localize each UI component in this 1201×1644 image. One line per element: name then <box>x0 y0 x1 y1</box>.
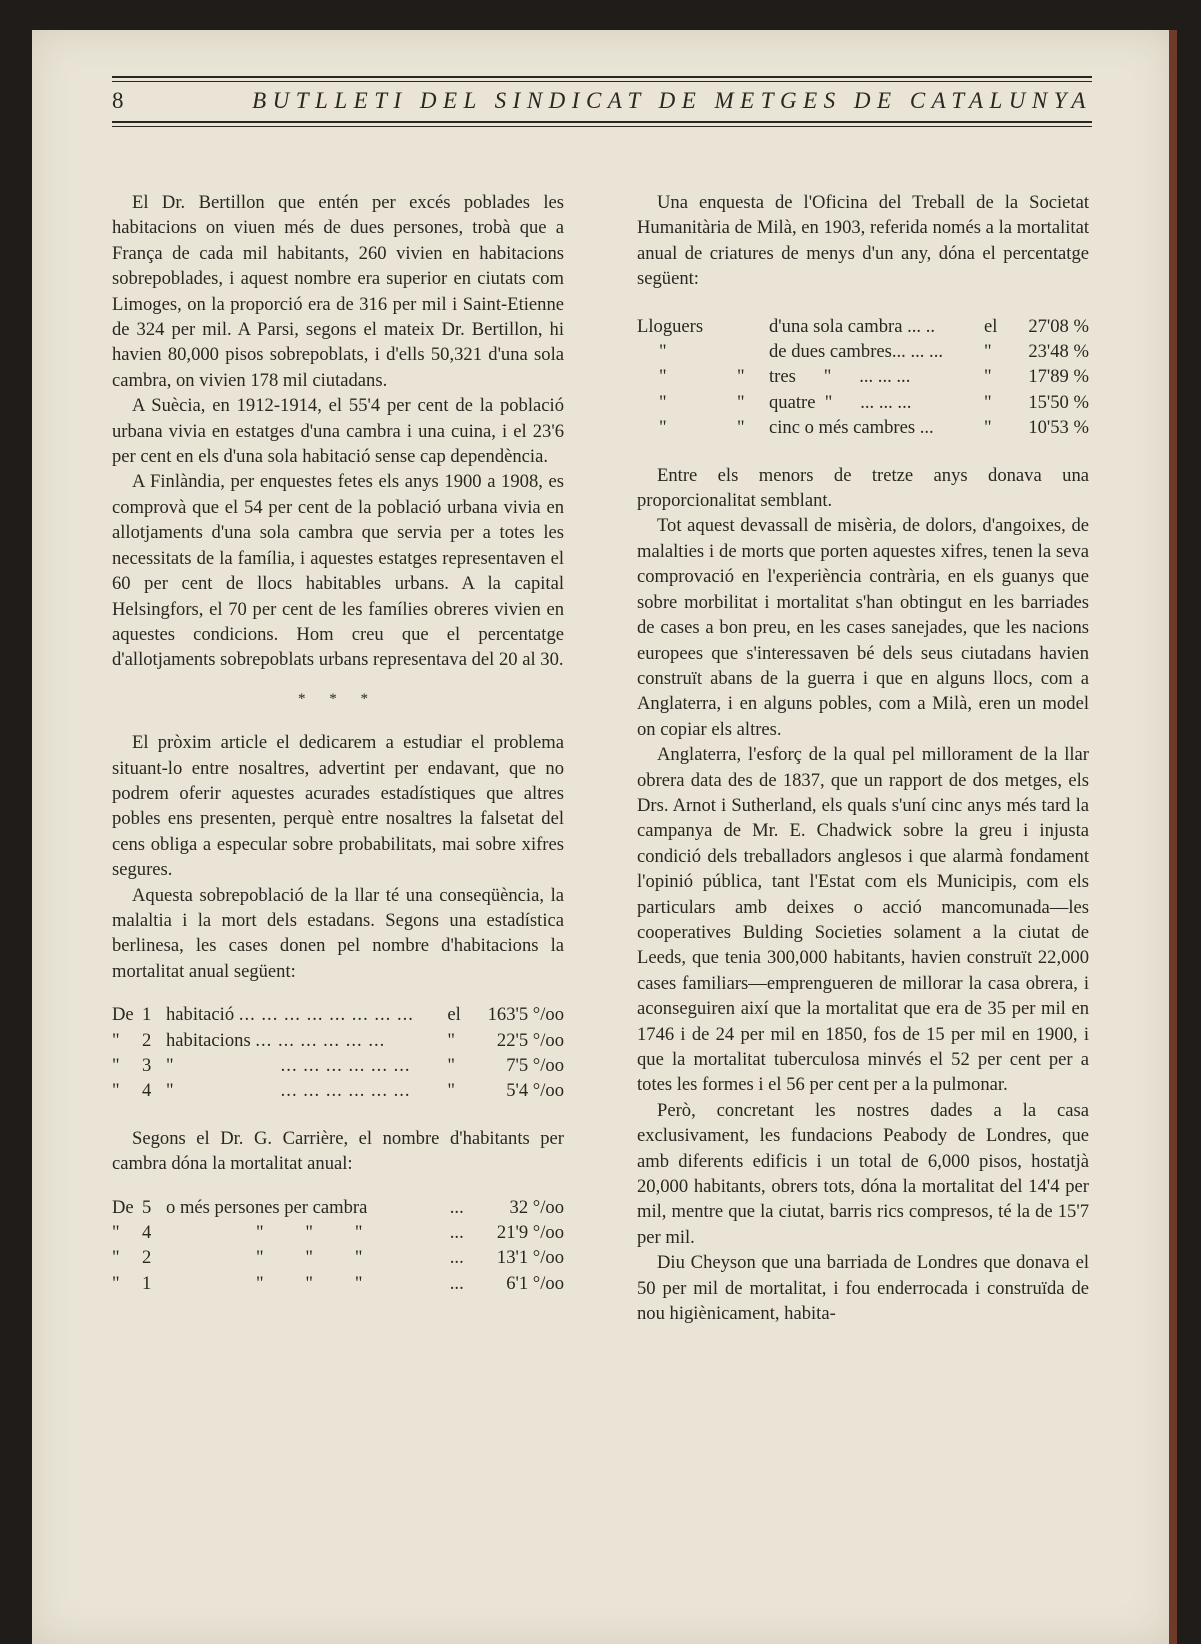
paragraph: Però, concretant les nostres dades a la casa exclusivament, les fundacions Peabody de Londres, que amb diferents edificis i un total de 6,000 pisos, hostatjà 20,000 habitants, obrers tots, dóna la mortalitat del 14'4 per mil, mentre que la ciutat, barris rics compresos, té la de 15'7 per mil. <box>637 1099 1089 1248</box>
journal-title: BUTLLETI DEL SINDICAT DE METGES DE CATALUNYA <box>252 88 1092 113</box>
table-row: De 5 o més persones per cambra ... 32 °/oo <box>112 1196 564 1218</box>
right-column <box>637 190 1089 1326</box>
paragraph: Anglaterra, l'esforç de la qual pel millorament de la llar obrera data des de 1837, que un rapport de dos metges, els Drs. Arnot i Sutherland, els quals s'uní cinc anys més tard la campanya de Mr. E. Chadwick sobre la greu i injusta condició dels treballadors anglesos i que alarmà fondament l'opinió pública, tant l'Estat com els Municipis, com els particulars amb deixes o acció mancomunada—les cooperatives Bulding Societies solament a la ciutat de Leeds, que tenia 300,000 habitants, havien construït 22,000 cases familiars—emprengueren de millorar la casa obrera, i aconseguiren així que la mortalitat que era de 35 per mil en 1746 i de 24 per mil en 1850, fos de 15 per mil en 1900, i que la mortalitat tuberculosa minvés el 52 per cent per a totes les formes i el 56 per cent per a la pulmonar. <box>637 744 1089 1096</box>
header-rule-top <box>112 76 1092 78</box>
paragraph: Tot aquest devassall de misèria, de dolors, d'angoixes, de malalties i de morts que porten aquestes xifres, tenen la seva comprovació en l'experiència contrària, en els guanys que sobre morbilitat i mortalitat s'han obtingut en les barriades de cases a bon preu, en les cases sanejades, que les nacions europees que s'interessaven bé dels seus ciutadans havien construït abans de la guerra i que en alguns llocs, com a Anglaterra, i en alguns pobles, com a Milà, eren un model on copiar els altres. <box>637 515 1089 740</box>
book-edge <box>1169 30 1177 1644</box>
page-header <box>112 76 1092 127</box>
mortality-by-rooms-table <box>112 1002 564 1104</box>
infant-mortality-table <box>637 314 1089 441</box>
mortality-by-persons-table <box>112 1195 564 1297</box>
table-row: " 2 " " " ... 13'1 °/oo <box>112 1247 564 1269</box>
table-row: " 3 " ... ... ... ... ... ... " 7'5 °/oo <box>112 1055 564 1076</box>
paragraph: A Finlàndia, per enquestes fetes els anys 1900 a 1908, es comprovà que el 54 per cent de la població urbana vivia en allotjaments d'una sola cambra que servia per a totes les necessitats de la família, i aquestes estatges representaven el 60 per cent de llocs habitables urbans. A la capital Helsingfors, el 70 per cent de les famílies obreres vivien en aquestes condicions. Hom creu que el percentatge d'allotjaments sobrepoblats urbans representava del 20 al 30. <box>112 471 564 671</box>
table-row: Lloguers d'una sola cambra ... .. el 27'08 % <box>637 315 1089 337</box>
table-row: De 1 habitació ... ... ... ... ... ... ... ... el 163'5 °/oo <box>112 1004 564 1026</box>
table-row: " 1 " " " ... 6'1 °/oo <box>112 1272 564 1294</box>
paragraph: Aquesta sobrepoblació de la llar té una conseqüència, la malaltia i la mort dels estadans. Segons una estadística berlinesa, les cases donen pel nombre d'habitacions la mortalitat anual següent: <box>112 884 564 982</box>
header-rule-top-thin <box>112 81 1092 82</box>
header-rule-bottom <box>112 121 1092 123</box>
table-row: " de dues cambres... ... ... " 23'48 % <box>659 341 1089 363</box>
left-column <box>112 190 564 1296</box>
paragraph: El Dr. Bertillon que entén per excés poblades les habitacions on viuen més de dues persones, trobà que a França de cada mil habitants, 260 vivien en habitacions sobrepoblades, i aquest nombre era superior en ciutats com Limoges, on la proporció era de 316 per mil i Saint-Etienne de 324 per mil. A Parsi, segons el mateix Dr. Bertillon, hi havien 80,000 pisos sobrepoblats, i d'ells 50,321 d'una sola cambra, on vivien 178 mil ciutadans. <box>112 192 564 391</box>
section-separator: * * * <box>298 690 378 707</box>
paragraph: Diu Cheyson que una barriada de Londres que donava el 50 per mil de mortalitat, i fou enderrocada i construïda de nou higiènicament, habita- <box>637 1252 1089 1325</box>
page-number: 8 <box>112 88 124 113</box>
paragraph: A Suècia, en 1912-1914, el 55'4 per cent de la població urbana vivia en estatges d'una cambra i una cuina, i el 23'6 per cent en els d'una sola habitació sense cap dependència. <box>112 395 564 468</box>
table-row: " " cinc o més cambres ... " 10'53 % <box>659 417 1089 439</box>
paragraph: Una enquesta de l'Oficina del Treball de la Societat Humanitària de Milà, en 1903, referida només a la mortalitat anual de criatures de menys d'un any, dóna el percentatge següent: <box>637 192 1089 290</box>
table-row: " 4 " ... ... ... ... ... ... " 5'4 °/oo <box>112 1080 564 1102</box>
header-rule-bottom-thin <box>112 126 1092 127</box>
paragraph: El pròxim article el dedicarem a estudiar el problema situant-lo entre nosaltres, advertint per endavant, que no podrem oferir aquestes acurades estadístiques que altres pobles ens presenten, perquè entre nosaltres la falsetat del cens obliga a especular sobre probabilitats, mai sobre xifres segures. <box>112 732 564 881</box>
paragraph: Segons el Dr. G. Carrière, el nombre d'habitants per cambra dóna la mortalitat anual: <box>112 1127 564 1175</box>
table-row: " " quatre " ... ... ... " 15'50 % <box>659 391 1089 413</box>
table-row: " 4 " " " ... 21'9 °/oo <box>112 1222 564 1244</box>
table-row: " " tres " ... ... ... " 17'89 % <box>659 366 1089 388</box>
table-row: " 2 habitacions ... ... ... ... ... ... " 22'5 °/oo <box>112 1029 564 1051</box>
paragraph: Entre els menors de tretze anys donava una proporcionalitat semblant. <box>637 464 1089 512</box>
header-row <box>112 86 1092 116</box>
